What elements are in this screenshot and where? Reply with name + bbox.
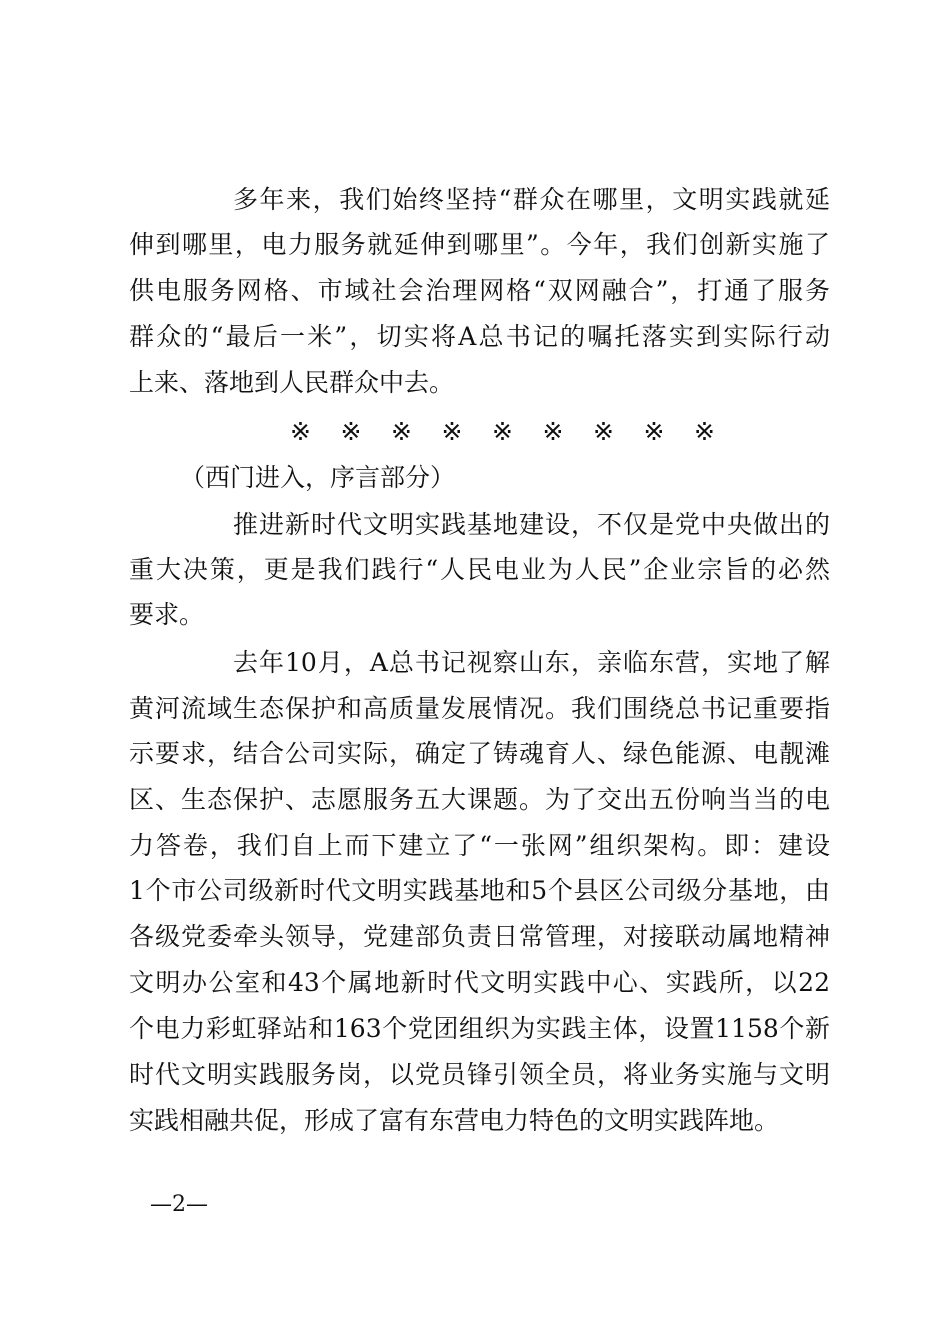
paragraph-3-line-4: 区、生态保护、志愿服务五大课题。为了交出五份响当当的电	[129, 785, 830, 814]
paragraph-1-line-5: 上来、落地到人民群众中去。	[129, 368, 455, 397]
paragraph-3-line-11: 实践相融共促，形成了富有东营电力特色的文明实践阵地。	[129, 1106, 780, 1135]
paragraph-1-line-2: 伸到哪里，电力服务就延伸到哪里”。今年，我们创新实施了	[129, 230, 830, 259]
stage-note: （西门进入，序言部分）	[180, 463, 456, 492]
paragraph-1-line-4: 群众的“最后一米”，切实将A总书记的嘱托落实到实际行动	[129, 322, 830, 351]
paragraph-2-line-2: 重大决策，更是我们践行“人民电业为人民”企业宗旨的必然	[129, 555, 830, 584]
paragraph-3-line-2: 黄河流域生态保护和高质量发展情况。我们围绕总书记重要指	[129, 694, 830, 723]
paragraph-3-line-9: 个电力彩虹驿站和163个党团组织为实践主体，设置1158个新	[129, 1014, 830, 1043]
paragraph-3-line-7: 各级党委牵头领导，党建部负责日常管理，对接联动属地精神	[129, 922, 830, 951]
paragraph-3-line-3: 示要求，结合公司实际，确定了铸魂育人、绿色能源、电靓滩	[129, 739, 830, 768]
paragraph-3-line-6: 1个市公司级新时代文明实践基地和5个县区公司级分基地，由	[129, 876, 830, 905]
paragraph-2-line-1: 推进新时代文明实践基地建设，不仅是党中央做出的	[233, 510, 830, 539]
paragraph-3-line-5: 力答卷，我们自上而下建立了“一张网”组织架构。即：建设	[129, 831, 830, 860]
paragraph-1-line-3: 供电服务网格、市域社会治理网格“双网融合”，打通了服务	[129, 276, 830, 305]
paragraph-3-line-1: 去年10月，A总书记视察山东，亲临东营，实地了解	[233, 648, 830, 677]
paragraph-3-line-8: 文明办公室和43个属地新时代文明实践中心、实践所，以22	[129, 968, 830, 997]
paragraph-1-line-1: 多年来，我们始终坚持“群众在哪里，文明实践就延	[233, 185, 830, 214]
paragraph-3-line-10: 时代文明实践服务岗，以党员锋引领全员，将业务实施与文明	[129, 1060, 830, 1089]
section-separator: ※ ※ ※ ※ ※ ※ ※ ※ ※	[290, 417, 715, 446]
page-number: —2—	[150, 1192, 208, 1217]
paragraph-2-line-3: 要求。	[129, 600, 205, 629]
